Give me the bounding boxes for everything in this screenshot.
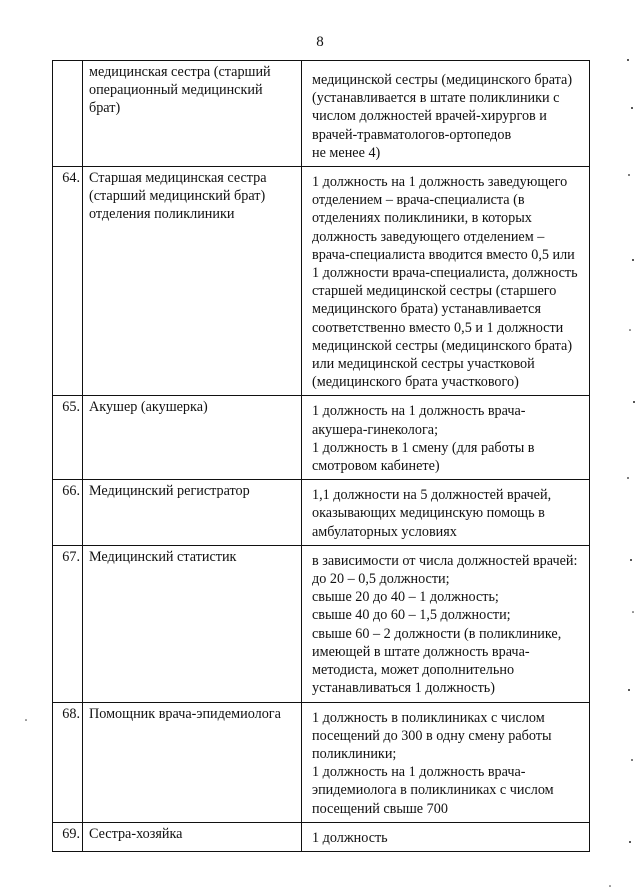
norm-cell	[302, 167, 590, 396]
row-number: 69.	[53, 822, 83, 851]
norm-cell	[302, 61, 590, 167]
norm-text: врачей-травматологов-ортопедов	[312, 126, 512, 143]
norm-text: эпидемиолога в поликлиниках с числом	[312, 782, 554, 799]
table-row	[53, 702, 590, 822]
position-cell	[83, 167, 302, 396]
position-cell	[83, 822, 302, 851]
norm-text: 1 должность на 1 должность врача-	[312, 403, 526, 420]
position-text: Медицинский регистратор	[89, 483, 250, 500]
norm-text: до 20 – 0,5 должности;	[312, 571, 450, 588]
position-cell	[83, 702, 302, 822]
table-row	[53, 545, 590, 702]
norm-cell	[302, 396, 590, 480]
norm-text: 1 должность в 1 смену (для работы в	[312, 439, 535, 456]
norm-text: методиста, может дополнительно	[312, 662, 515, 679]
norm-text: 1 должность в поликлиниках с числом	[312, 709, 545, 726]
norm-text: акушера-гинеколога;	[312, 421, 439, 438]
position-text: Помощник врача-эпидемиолога	[89, 705, 281, 722]
norm-text: медицинского брата) устанавливается	[312, 301, 541, 318]
norm-text: смотровом кабинете)	[312, 458, 440, 475]
norm-text: старшей медицинской сестры (старшего	[312, 283, 557, 300]
page-number: 8	[316, 34, 324, 50]
table-row	[53, 480, 590, 546]
norm-cell	[302, 702, 590, 822]
norm-text: не менее 4)	[312, 144, 381, 161]
row-number: 67.	[53, 545, 83, 702]
position-text: медицинская сестра (старший	[89, 64, 271, 80]
norm-text: поликлиники;	[312, 745, 397, 762]
norm-cell	[302, 480, 590, 546]
position-text: (старший медицинский брат)	[89, 188, 266, 205]
norm-text: отделением – врача-специалиста (в	[312, 192, 525, 209]
norm-text: посещений свыше 700	[312, 800, 448, 817]
norm-text: свыше 20 до 40 – 1 должность;	[312, 589, 499, 606]
norm-text: амбулаторных условиях	[312, 523, 457, 540]
norm-text: 1,1 должности на 5 должностей врачей,	[312, 487, 552, 504]
table-row	[53, 61, 590, 167]
position-text: операционный медицинский	[89, 82, 263, 99]
norm-text: имеющей в штате должность врача-	[312, 643, 530, 660]
position-text: отделения поликлиники	[89, 206, 235, 223]
norm-text: свыше 40 до 60 – 1,5 должности;	[312, 607, 511, 624]
norm-text: свыше 60 – 2 должности (в поликлинике,	[312, 625, 562, 642]
position-cell	[83, 61, 302, 167]
norm-text: 1 должность на 1 должность заведующего	[312, 174, 568, 191]
position-text: Сестра-хозяйка	[89, 825, 183, 842]
norm-text: устанавливаться 1 должность)	[312, 680, 495, 697]
position-cell	[83, 545, 302, 702]
norm-cell	[302, 822, 590, 851]
norm-text: (медицинского брата участкового)	[312, 374, 519, 391]
row-number: 68.	[53, 702, 83, 822]
norm-text: (устанавливается в штате поликлиники с	[312, 90, 560, 107]
norm-text: должность заведующего отделением –	[312, 228, 545, 245]
norm-text: 1 должность на 1 должность врача-	[312, 764, 526, 781]
table-row	[53, 167, 590, 396]
position-text: Медицинский статистик	[89, 548, 237, 565]
row-number: 64.	[53, 167, 83, 396]
row-number: 66.	[53, 480, 83, 546]
table-row	[53, 822, 590, 851]
row-number: 65.	[53, 396, 83, 480]
norm-text: в зависимости от числа должностей врачей:	[312, 552, 578, 569]
norm-text: оказывающих медицинскую помощь в	[312, 505, 545, 522]
position-text: брат)	[89, 100, 121, 117]
position-cell	[83, 480, 302, 546]
norm-text: медицинской сестры (медицинского брата)	[312, 337, 573, 354]
norm-text: или медицинской сестры участковой	[312, 356, 535, 373]
norm-text: отделениях поликлиники, в которых	[312, 210, 532, 227]
norm-text: медицинской сестры (медицинского брата)	[312, 72, 573, 88]
row-number	[53, 61, 83, 167]
position-text: Старшая медицинская сестра	[89, 170, 267, 187]
position-cell	[83, 396, 302, 480]
norm-text: 1 должности врача-специалиста, должность	[312, 265, 578, 282]
position-text: Акушер (акушерка)	[89, 399, 208, 416]
norm-text: посещений до 300 в одну смену работы	[312, 727, 552, 744]
norm-text: числом должностей врачей-хирургов и	[312, 108, 547, 125]
norm-text: соответственно вместо 0,5 и 1 должности	[312, 319, 564, 336]
norm-cell	[302, 545, 590, 702]
table-row	[53, 396, 590, 480]
staffing-norms-table	[52, 60, 590, 852]
norm-text: врача-специалиста вводится вместо 0,5 или	[312, 246, 575, 263]
norm-text: 1 должность	[312, 829, 388, 846]
